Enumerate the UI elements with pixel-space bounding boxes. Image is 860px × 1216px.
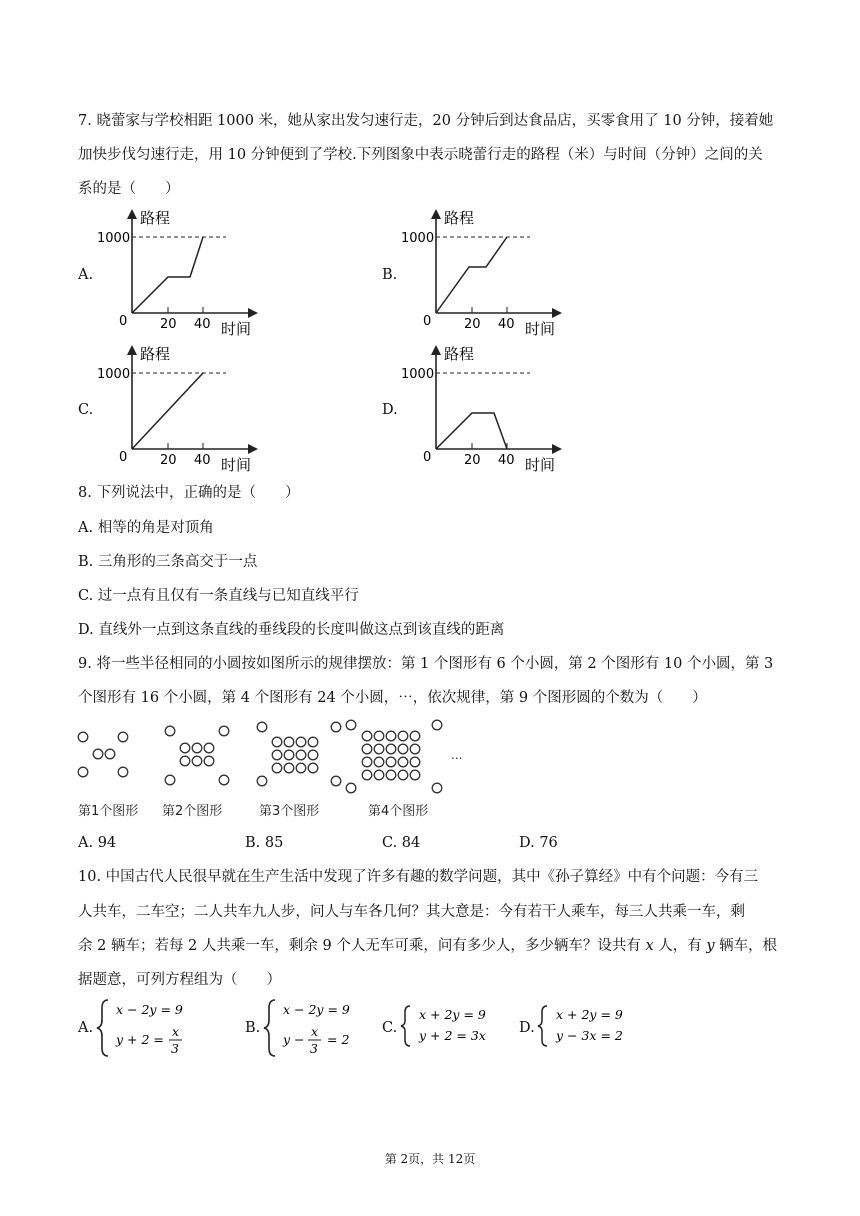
q10-option-b-system [263, 996, 373, 1060]
q7-option-b-label: B. [382, 267, 398, 283]
q9-option-d: D. 76 [519, 835, 558, 851]
q10-a-eq1: x − 2y = 9 [116, 1002, 183, 1017]
q9-circle-pattern-figure [70, 712, 480, 824]
q7-a-y-axis-label: 路程 [140, 209, 171, 227]
q7-c-y-axis-label: 路程 [140, 345, 171, 363]
q10-d-eq2: y − 3x = 2 [556, 1028, 623, 1043]
q10-option-d-system [537, 1003, 647, 1049]
q7-graph-c [90, 341, 270, 476]
q8-option-b: B. 三角形的三条高交于一点 [78, 554, 258, 570]
q10-stem-line1: 10. 中国古代人民很早就在生产生活中发现了许多有趣的数学问题，其中《孙子算经》中有个问题：今有三 [78, 869, 759, 885]
q10-b-eq1: x − 2y = 9 [283, 1002, 350, 1017]
page-footer: 第 2页，共 12页 [384, 1152, 476, 1166]
q7-b-y-axis-label: 路程 [444, 209, 475, 227]
q9-caption-1: 第1个图形 [78, 804, 139, 819]
q10-stem-line4: 据题意，可列方程组为（ ） [78, 972, 281, 988]
q7-a-y-tick: 1000 [97, 231, 131, 246]
q10-b-frac-den: 3 [310, 1041, 318, 1056]
q8-option-d: D. 直线外一点到这条直线的垂线段的长度叫做这点到该直线的距离 [78, 622, 505, 638]
q7-c-y-tick: 1000 [97, 367, 131, 382]
q7-b-x-tick-20: 20 [464, 317, 481, 332]
q7-b-x-tick-40: 40 [498, 317, 515, 332]
q10-a-eq2-left: y + 2 = [116, 1032, 164, 1047]
q10-option-b-label: B. [245, 1020, 261, 1036]
q9-option-c: C. 84 [382, 835, 421, 851]
q10-c-eq2: y + 2 = 3x [419, 1028, 486, 1043]
q7-c-x-axis-label: 时间 [221, 456, 252, 474]
q7-b-y-tick: 1000 [401, 231, 435, 246]
q10-d-eq1: x + 2y = 9 [556, 1007, 623, 1022]
q7-stem-line3: 系的是（ ） [78, 181, 180, 197]
q10-b-frac-num: x [311, 1024, 319, 1039]
q8-stem: 8. 下列说法中，正确的是（ ） [78, 485, 300, 501]
q7-a-x-axis-label: 时间 [221, 320, 252, 338]
q7-d-origin: 0 [423, 450, 432, 465]
q7-option-d-label: D. [382, 402, 398, 418]
q7-c-origin: 0 [119, 450, 128, 465]
q7-c-x-tick-20: 20 [160, 453, 177, 468]
q10-line3-part2: 人，有 [653, 938, 707, 954]
q9-caption-3: 第3个图形 [259, 804, 320, 819]
q7-option-c-label: C. [78, 402, 94, 418]
q7-d-y-axis-label: 路程 [444, 345, 475, 363]
q7-a-origin: 0 [119, 314, 128, 329]
q7-d-x-tick-40: 40 [498, 453, 515, 468]
q10-option-c-label: C. [382, 1020, 398, 1036]
q7-a-x-tick-20: 20 [160, 317, 177, 332]
q10-option-c-system [400, 1003, 510, 1049]
q10-line3-part1: 余 2 辆车；若每 2 人共乘一车，剩余 9 个人无车可乘，问有多少人，多少辆车？设共有 [78, 938, 646, 954]
q10-b-eq2-left: y − [283, 1032, 305, 1047]
q7-stem-line2: 加快步伐匀速行走，用 10 分钟便到了学校.下列图象中表示晓蕾行走的路程（米）与时间（分钟）之间的关 [78, 147, 763, 163]
q7-a-x-tick-40: 40 [194, 317, 211, 332]
q9-caption-4: 第4个图形 [368, 804, 429, 819]
q7-c-x-tick-40: 40 [194, 453, 211, 468]
q10-c-eq1: x + 2y = 9 [419, 1007, 486, 1022]
q10-var-y: y [706, 938, 715, 954]
q10-stem-line2: 人共车，二车空；二人共车九人步，问人与车各几何？其大意是：今有若干人乘车，每三人共乘一车，剩 [78, 904, 745, 920]
q9-ellipsis: ... [451, 748, 463, 762]
q7-stem-line1: 7. 晓蕾家与学校相距 1000 米，她从家出发匀速行走，20 分钟后到达食品店，买零食用了 10 分钟，接着她 [78, 113, 774, 129]
q9-caption-2: 第2个图形 [162, 804, 223, 819]
q7-graph-b [394, 205, 574, 340]
q7-d-y-tick: 1000 [401, 367, 435, 382]
q10-a-frac-num: x [172, 1024, 180, 1039]
q8-option-c: C. 过一点有且仅有一条直线与已知直线平行 [78, 588, 359, 604]
q10-a-frac-den: 3 [171, 1041, 179, 1056]
q7-d-x-axis-label: 时间 [525, 456, 556, 474]
q9-stem-line1: 9. 将一些半径相同的小圆按如图所示的规律摆放：第 1 个图形有 6 个小圆，第 2 个图形有 10 个小圆，第 3 [78, 656, 774, 672]
q10-option-d-label: D. [519, 1020, 535, 1036]
q7-d-x-tick-20: 20 [464, 453, 481, 468]
q8-option-a: A. 相等的角是对顶角 [78, 520, 214, 536]
q10-b-eq2-right: = 2 [327, 1032, 350, 1047]
q9-option-a: A. 94 [78, 835, 117, 851]
q7-option-a-label: A. [78, 267, 94, 283]
q7-b-origin: 0 [423, 314, 432, 329]
q7-graph-d [394, 341, 574, 476]
q10-option-a-label: A. [78, 1020, 94, 1036]
q9-option-b: B. 85 [245, 835, 284, 851]
q10-var-x: x [645, 938, 654, 954]
q10-line3-part3: 辆车，根 [714, 938, 778, 954]
q9-stem-line2: 个图形有 16 个小圆，第 4 个图形有 24 个小圆，⋯，依次规律，第 9 个图形圆的个数为（ ） [78, 690, 707, 706]
q7-b-x-axis-label: 时间 [525, 320, 556, 338]
q10-option-a-system [96, 996, 206, 1060]
q10-stem-line3 [78, 936, 777, 956]
q7-graph-a [90, 205, 270, 340]
